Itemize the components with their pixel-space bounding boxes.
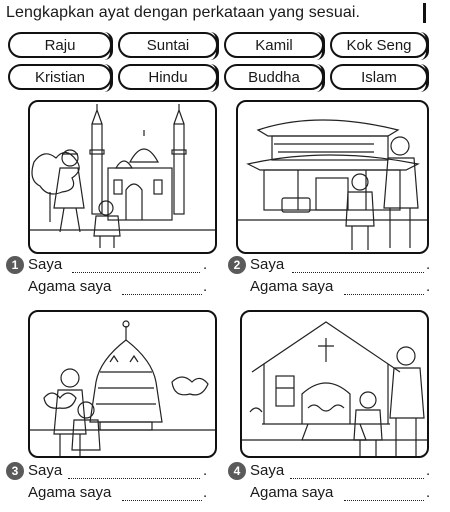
question-3-period1: . xyxy=(203,462,208,479)
question-4-period2: . xyxy=(426,484,431,501)
question-4-period1: . xyxy=(426,462,431,479)
instruction-text: Lengkapkan ayat dengan perkataan yang sesuai. xyxy=(6,4,361,21)
question-1-blank1[interactable] xyxy=(72,272,200,273)
question-3-line2: Agama saya xyxy=(28,484,112,501)
instruction-end-bar xyxy=(423,3,426,23)
question-1-blank2[interactable] xyxy=(122,294,202,295)
question-3-line1: Saya xyxy=(28,462,63,479)
question-2-blank1[interactable] xyxy=(292,272,424,273)
picture-hindu-temple xyxy=(28,310,217,458)
word-suntai: Suntai xyxy=(118,32,218,58)
question-2-period2: . xyxy=(426,278,431,295)
word-kamil: Kamil xyxy=(224,32,324,58)
word-kristian: Kristian xyxy=(8,64,112,90)
question-2-line2: Agama saya xyxy=(250,278,334,295)
question-1-line1: Saya xyxy=(28,256,63,273)
question-3-blank1[interactable] xyxy=(68,478,200,479)
word-raju: Raju xyxy=(8,32,112,58)
question-4-line2: Agama saya xyxy=(250,484,334,501)
word-islam: Islam xyxy=(330,64,428,90)
picture-church xyxy=(240,310,429,458)
question-number-1: 1 xyxy=(6,256,24,274)
question-4-blank2[interactable] xyxy=(344,500,424,501)
word-hindu: Hindu xyxy=(118,64,218,90)
picture-mosque xyxy=(28,100,217,254)
question-3-period2: . xyxy=(203,484,208,501)
question-4-line1: Saya xyxy=(250,462,285,479)
question-1-period2: . xyxy=(203,278,208,295)
question-number-4: 4 xyxy=(228,462,246,480)
picture-chinese-temple xyxy=(236,100,429,254)
word-kok-seng: Kok Seng xyxy=(330,32,428,58)
question-4-blank1[interactable] xyxy=(290,478,424,479)
question-number-3: 3 xyxy=(6,462,24,480)
question-2-period1: . xyxy=(426,256,431,273)
word-buddha: Buddha xyxy=(224,64,324,90)
question-number-2: 2 xyxy=(228,256,246,274)
question-3-blank2[interactable] xyxy=(122,500,202,501)
question-2-blank2[interactable] xyxy=(344,294,424,295)
question-2-line1: Saya xyxy=(250,256,285,273)
question-1-line2: Agama saya xyxy=(28,278,112,295)
question-1-period1: . xyxy=(203,256,208,273)
